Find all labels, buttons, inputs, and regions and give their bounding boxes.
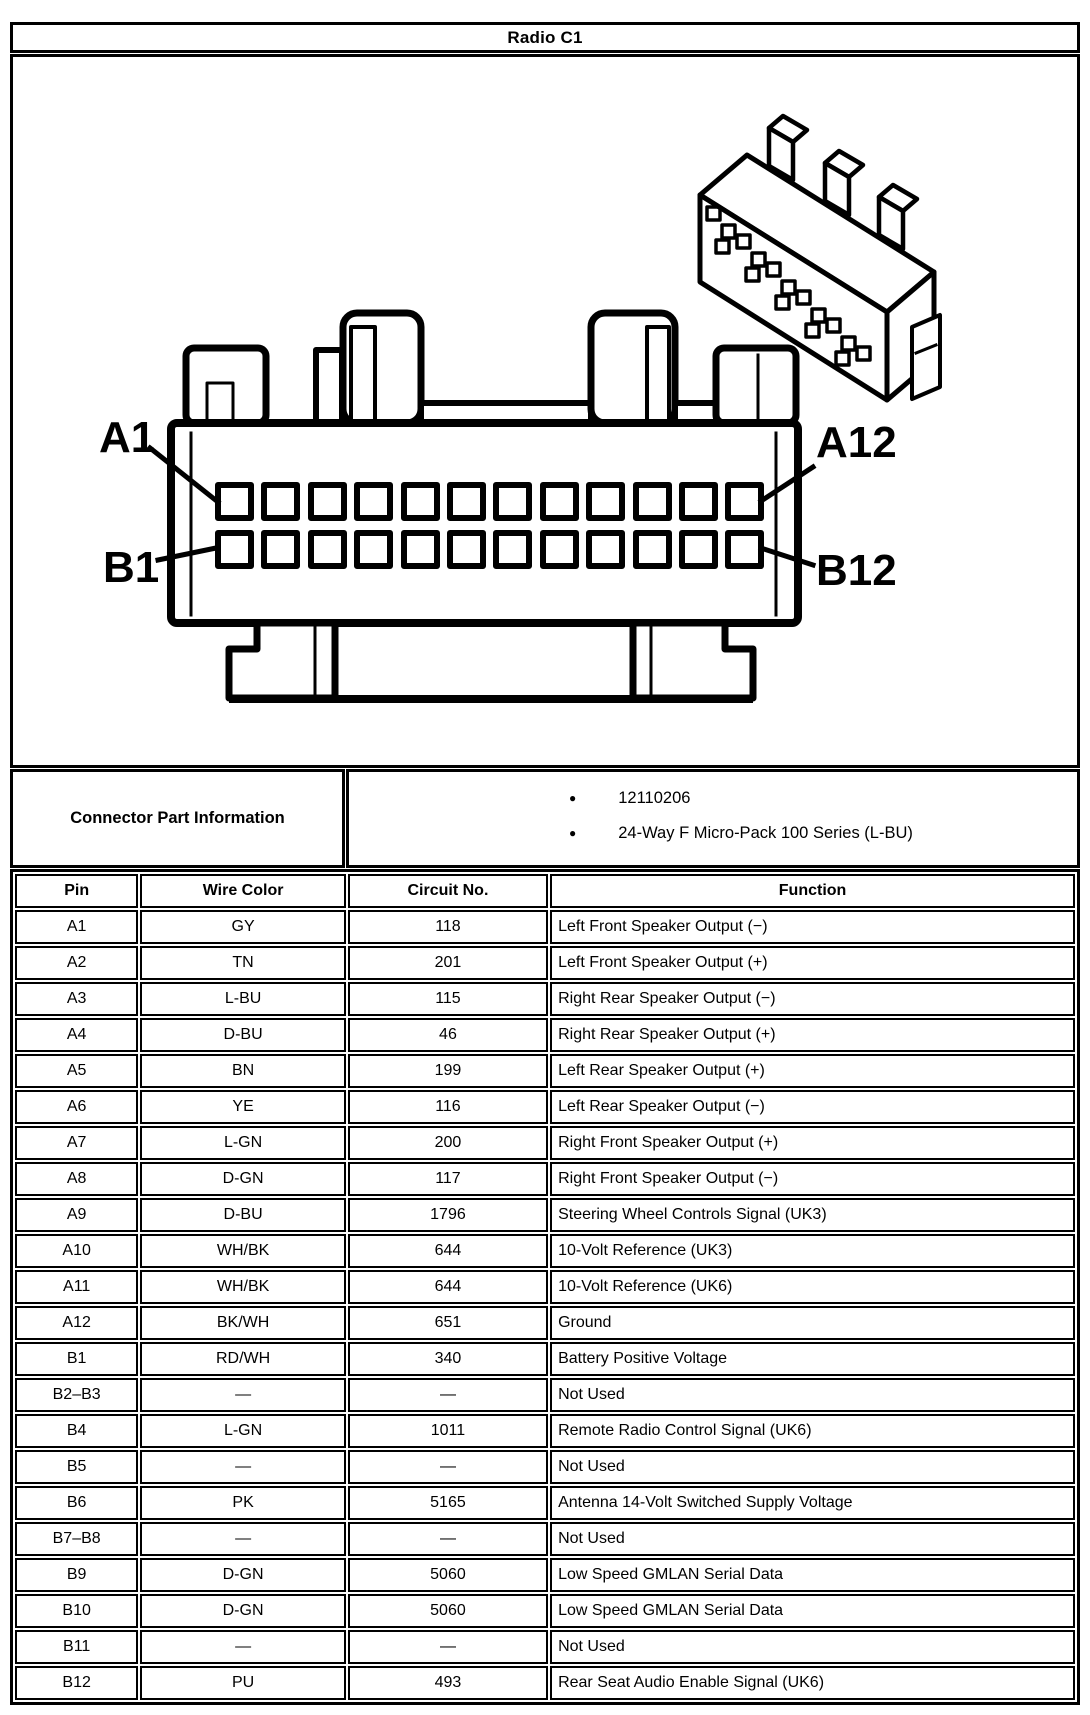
table-row <box>15 1558 1075 1592</box>
pin-label-b12: B12 <box>816 546 897 595</box>
function-cell: Rear Seat Audio Enable Signal (UK6) <box>550 1666 1075 1700</box>
circuit-no-cell: 644 <box>348 1270 548 1304</box>
pin-table-body <box>15 910 1075 1700</box>
table-row <box>15 910 1075 944</box>
function-cell: 10-Volt Reference (UK6) <box>550 1270 1075 1304</box>
connector-part-information-label: Connector Part Information <box>10 769 345 868</box>
wire-color-cell: D-BU <box>140 1198 346 1232</box>
circuit-no-cell: 5060 <box>348 1558 548 1592</box>
connector-diagram <box>13 57 1077 765</box>
function-cell: Right Front Speaker Output (−) <box>550 1162 1075 1196</box>
function-cell: Ground <box>550 1306 1075 1340</box>
table-row <box>15 1270 1075 1304</box>
pin-label-b1: B1 <box>103 543 160 592</box>
part-number-item <box>349 781 1077 816</box>
header-circuit: Circuit No. <box>348 874 548 908</box>
table-row <box>15 1450 1075 1484</box>
wire-color-cell: GY <box>140 910 346 944</box>
pin-cell: A8 <box>15 1162 138 1196</box>
circuit-no-cell: 200 <box>348 1126 548 1160</box>
table-row <box>15 1234 1075 1268</box>
function-cell: Not Used <box>550 1378 1075 1412</box>
header-pin: Pin <box>15 874 138 908</box>
wire-color-cell: D-GN <box>140 1594 346 1628</box>
front-bottom-plate <box>229 695 753 703</box>
connector-series: 24-Way F Micro-Pack 100 Series (L-BU) <box>618 824 913 842</box>
function-cell: Steering Wheel Controls Signal (UK3) <box>550 1198 1075 1232</box>
header-wire: Wire Color <box>140 874 346 908</box>
wire-color-cell: WH/BK <box>140 1270 346 1304</box>
front-right-post <box>716 348 796 423</box>
title-bar <box>10 22 1080 53</box>
pin-cell: A4 <box>15 1018 138 1052</box>
function-cell: Low Speed GMLAN Serial Data <box>550 1594 1075 1628</box>
connector-body <box>171 423 798 623</box>
table-row <box>15 946 1075 980</box>
connector-part-information-row <box>10 769 1080 868</box>
pinout-table <box>10 869 1080 1705</box>
wire-color-cell: L-GN <box>140 1414 346 1448</box>
wire-color-cell: — <box>140 1450 346 1484</box>
connector-part-information-values <box>346 769 1080 868</box>
function-cell: Battery Positive Voltage <box>550 1342 1075 1376</box>
pin-cell: A7 <box>15 1126 138 1160</box>
table-row <box>15 1342 1075 1376</box>
function-cell: Not Used <box>550 1630 1075 1664</box>
connector-series-item <box>349 816 1077 851</box>
wire-color-cell: BN <box>140 1054 346 1088</box>
circuit-no-cell: — <box>348 1378 548 1412</box>
pin-cell: B7–B8 <box>15 1522 138 1556</box>
wire-color-cell: YE <box>140 1090 346 1124</box>
function-cell: Right Rear Speaker Output (−) <box>550 982 1075 1016</box>
table-row <box>15 1306 1075 1340</box>
wire-color-cell: D-GN <box>140 1162 346 1196</box>
pin-label-a12: A12 <box>816 418 897 467</box>
table-row <box>15 1090 1075 1124</box>
page-title: Radio C1 <box>507 27 583 47</box>
function-cell: Left Rear Speaker Output (−) <box>550 1090 1075 1124</box>
circuit-no-cell: 117 <box>348 1162 548 1196</box>
pin-cell: B4 <box>15 1414 138 1448</box>
pin-cell: B9 <box>15 1558 138 1592</box>
circuit-no-cell: 5060 <box>348 1594 548 1628</box>
circuit-no-cell: 118 <box>348 910 548 944</box>
pin-cell: B1 <box>15 1342 138 1376</box>
function-cell: Not Used <box>550 1522 1075 1556</box>
pin-cell: A11 <box>15 1270 138 1304</box>
wire-color-cell: — <box>140 1522 346 1556</box>
wire-color-cell: WH/BK <box>140 1234 346 1268</box>
pin-cell: A6 <box>15 1090 138 1124</box>
circuit-no-cell: — <box>348 1522 548 1556</box>
table-row <box>15 1486 1075 1520</box>
wire-color-cell: TN <box>140 946 346 980</box>
wire-color-cell: — <box>140 1630 346 1664</box>
table-row <box>15 1594 1075 1628</box>
pin-cell: A1 <box>15 910 138 944</box>
iso-clip <box>912 315 940 399</box>
circuit-no-cell: 1011 <box>348 1414 548 1448</box>
table-row <box>15 1630 1075 1664</box>
function-cell: Right Rear Speaker Output (+) <box>550 1018 1075 1052</box>
bullet-icon: ● <box>569 791 577 805</box>
front-left-post <box>186 348 266 423</box>
pin-cell: B5 <box>15 1450 138 1484</box>
circuit-no-cell: — <box>348 1630 548 1664</box>
circuit-no-cell: 46 <box>348 1018 548 1052</box>
bullet-icon: ● <box>569 826 577 840</box>
pin-cell: B12 <box>15 1666 138 1700</box>
table-row <box>15 1126 1075 1160</box>
circuit-no-cell: 5165 <box>348 1486 548 1520</box>
front-left-foot <box>229 623 335 698</box>
part-number: 12110206 <box>618 789 691 807</box>
function-cell: Remote Radio Control Signal (UK6) <box>550 1414 1075 1448</box>
table-row <box>15 1162 1075 1196</box>
pin-cell: A12 <box>15 1306 138 1340</box>
circuit-no-cell: 493 <box>348 1666 548 1700</box>
wire-color-cell: PU <box>140 1666 346 1700</box>
circuit-no-cell: 340 <box>348 1342 548 1376</box>
pin-cell: B6 <box>15 1486 138 1520</box>
circuit-no-cell: 115 <box>348 982 548 1016</box>
wire-color-cell: D-BU <box>140 1018 346 1052</box>
wire-color-cell: — <box>140 1378 346 1412</box>
circuit-no-cell: 1796 <box>348 1198 548 1232</box>
circuit-no-cell: — <box>348 1450 548 1484</box>
wire-color-cell: L-BU <box>140 982 346 1016</box>
radio-c1-page <box>10 22 1080 1705</box>
circuit-no-cell: 116 <box>348 1090 548 1124</box>
front-narrow-post <box>316 350 342 423</box>
table-row <box>15 1378 1075 1412</box>
wire-color-cell: D-GN <box>140 1558 346 1592</box>
circuit-no-cell: 199 <box>348 1054 548 1088</box>
table-row <box>15 1018 1075 1052</box>
pin-cell: B10 <box>15 1594 138 1628</box>
table-row <box>15 982 1075 1016</box>
wire-color-cell: RD/WH <box>140 1342 346 1376</box>
circuit-no-cell: 644 <box>348 1234 548 1268</box>
pin-cell: B2–B3 <box>15 1378 138 1412</box>
header-function: Function <box>550 874 1075 908</box>
pin-cell: A3 <box>15 982 138 1016</box>
pin-cell: B11 <box>15 1630 138 1664</box>
table-row <box>15 1666 1075 1700</box>
pin-label-a1: A1 <box>99 413 156 462</box>
table-row <box>15 1198 1075 1232</box>
function-cell: 10-Volt Reference (UK3) <box>550 1234 1075 1268</box>
table-row <box>15 1054 1075 1088</box>
pin-cell: A5 <box>15 1054 138 1088</box>
function-cell: Right Front Speaker Output (+) <box>550 1126 1075 1160</box>
connector-diagram-section <box>10 54 1080 768</box>
wire-color-cell: BK/WH <box>140 1306 346 1340</box>
table-header-row <box>15 874 1075 908</box>
wire-color-cell: PK <box>140 1486 346 1520</box>
circuit-no-cell: 651 <box>348 1306 548 1340</box>
circuit-no-cell: 201 <box>348 946 548 980</box>
connector-front-view <box>99 313 897 703</box>
table-row <box>15 1414 1075 1448</box>
function-cell: Left Rear Speaker Output (+) <box>550 1054 1075 1088</box>
wire-color-cell: L-GN <box>140 1126 346 1160</box>
pin-cell: A10 <box>15 1234 138 1268</box>
pin-cell: A2 <box>15 946 138 980</box>
pin-cell: A9 <box>15 1198 138 1232</box>
function-cell: Not Used <box>550 1450 1075 1484</box>
function-cell: Left Front Speaker Output (−) <box>550 910 1075 944</box>
function-cell: Low Speed GMLAN Serial Data <box>550 1558 1075 1592</box>
table-row <box>15 1522 1075 1556</box>
function-cell: Left Front Speaker Output (+) <box>550 946 1075 980</box>
function-cell: Antenna 14-Volt Switched Supply Voltage <box>550 1486 1075 1520</box>
